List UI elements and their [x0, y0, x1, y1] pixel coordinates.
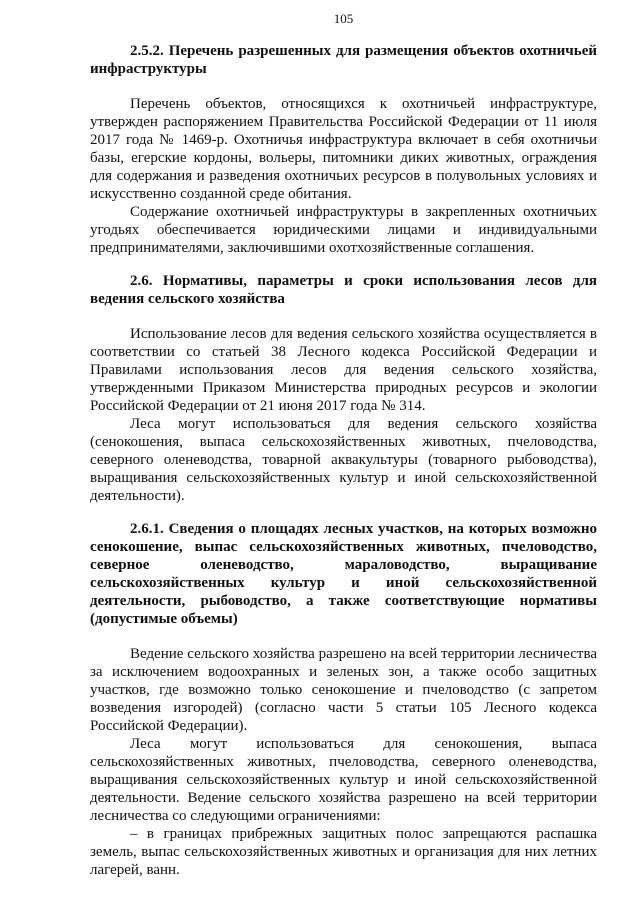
paragraph: Использование лесов для ведения сельского хозяйства осуществляется в соответствии со статьей 38 Лесного кодекса Российской Федерации и Правилами использования лесов для ведения сельского хозяйства, утвержденными Приказом Министерства природных ресурсов и экологии Российской Федерации от 21 июня 2017 года № 314. [90, 326, 597, 414]
paragraph: Ведение сельского хозяйства разрешено на всей территории лесничества за исключением водоохранных и зеленых зон, а также особо защитных участков, где возможно только сенокошение и пчеловодство (с запретом возведения изгородей) (согласно части 5 статьи 105 Лесного кодекса Российской Федерации). [90, 646, 597, 734]
page-number: 105 [333, 11, 354, 26]
document-page [90, 10, 597, 879]
section-heading-2-5-2: 2.5.2. Перечень разрешенных для размещения объектов охотничьей инфраструктуры [90, 43, 597, 77]
section-heading-2-6: 2.6. Нормативы, параметры и сроки использования лесов для ведения сельского хозяйства [90, 273, 597, 307]
paragraph: Леса могут использоваться для сенокошения, выпаса сельскохозяйственных животных, пчеловодства, северного оленеводства, выращивания сельскохозяйственных культур и иной сельскохозяйственной деятельности. Ведение сельского хозяйства разрешено на всей территории лесничества со следующими ограничениями: [90, 736, 597, 824]
paragraph: Леса могут использоваться для ведения сельского хозяйства (сенокошения, выпаса сельскохозяйственных животных, пчеловодства, северного оленеводства, товарной аквакультуры (товарного рыбоводства), выращивания сельскохозяйственных культур и иной сельскохозяйственной деятельности). [90, 416, 597, 504]
section-heading-2-6-1: 2.6.1. Сведения о площадях лесных участков, на которых возможно сенокошение, выпас сельскохозяйственных животных, пчеловодство, северное оленеводство, мараловодство, выращивание сельскохозяйственных культур и иной сельскохозяйственной деятельности, рыбоводство, а также соответствующие нормативы (допустимые объемы) [90, 521, 597, 627]
spacer [90, 505, 597, 520]
paragraph: Перечень объектов, относящихся к охотничьей инфраструктуре, утвержден распоряжением Правительства Российской Федерации от 11 июля 2017 года № 1469-р. Охотничья инфраструктура включает в себя охотничьи базы, егерские кордоны, вольеры, питомники диких животных, ограждения для содержания и разведения охотничьих ресурсов в полувольных условиях и искусственно созданной среде обитания. [90, 96, 597, 202]
list-item: – в границах прибрежных защитных полос запрещаются распашка земель, выпас сельскохозяйственных животных и организация для них летних лагерей, ванн. [90, 826, 597, 878]
spacer [90, 257, 597, 272]
paragraph: Содержание охотничьей инфраструктуры в закрепленных охотничьих угодьях обеспечивается юридическими лицами и индивидуальными предпринимателями, заключившими охотхозяйственные соглашения. [90, 204, 597, 256]
